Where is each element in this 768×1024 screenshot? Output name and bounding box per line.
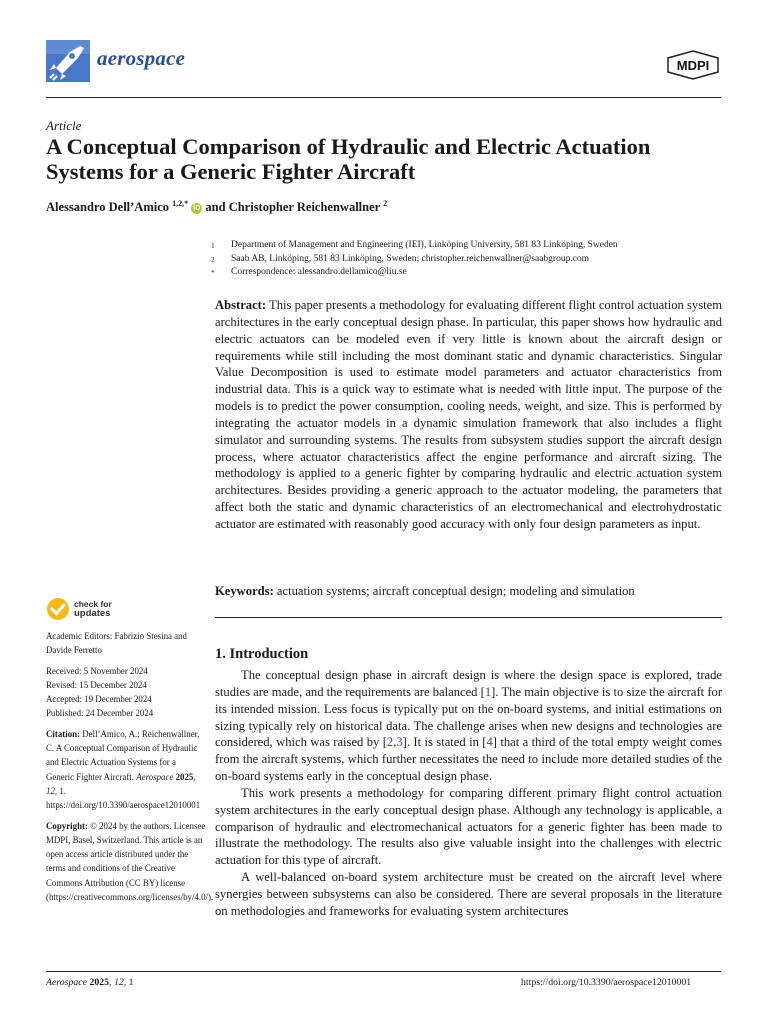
- intro-paragraph-2: This work presents a methodology for comparing different primary flight control actuation system architectures in the early conceptual design phase. Although any technology is applicable, a comparison of hydraulic and electromechanical actuators for a generic fighter has been made to illustrate the methodology. The results also give valuable insight into the challenges with electric actuation for this type of aircraft.: [215, 785, 722, 868]
- keywords: [215, 583, 722, 600]
- orcid-icon[interactable]: iD: [193, 205, 201, 213]
- keywords-label: Keywords:: [215, 584, 274, 598]
- copyright-label: Copyright:: [46, 820, 88, 831]
- author-connector: and: [202, 200, 229, 215]
- footer-citation: Aerospace 2025, 12, 1: [46, 977, 134, 988]
- check-updates-line1: check for: [74, 598, 112, 609]
- citation-link-4[interactable]: 4: [486, 735, 493, 750]
- dates: [46, 664, 206, 721]
- paper-title: A Conceptual Comparison of Hydraulic and Electric Actuation Systems for a Generic Fighter Aircraft: [46, 134, 651, 184]
- mdpi-logo: [666, 50, 720, 80]
- academic-editors: Academic Editors: Fabrizio Stesina and Davide Ferretto: [46, 631, 187, 656]
- received-date: Received: 5 November 2024: [46, 665, 148, 676]
- header-rule: [46, 97, 721, 98]
- citation-link-2[interactable]: 2: [386, 735, 394, 750]
- published-date: Published: 24 December 2024: [46, 708, 154, 719]
- check-for-updates-badge[interactable]: [46, 597, 206, 621]
- citation: Citation: Dell’Amico, A.; Reichenwallner, C. A Conceptual Comparison of Hydraulic and Electric Actuation Systems for a Generic Fighter Aircraft. Aerospace 2025, 12, 1. https://doi.org/10.3390/aerospace12010001: [46, 728, 201, 811]
- affiliation-1: 1 Department of Management and Engineering (IEI), Linköping University, 581 83 Linköping, Sweden: [211, 240, 618, 250]
- check-updates-icon: [46, 597, 70, 621]
- journal-logo-icon: [46, 40, 90, 82]
- affiliation-2: 2 Saab AB, Linköping, 581 83 Linköping, Sweden; christopher.reichenwallner@saabgroup.com: [211, 253, 590, 264]
- abstract-text: This paper presents a methodology for evaluating different flight control actuation system architectures in the early conceptual design phase. In particular, this paper shows how hydraulic and electric actuators can be modeled even if very little is known about the aircraft design or requirements while still including the most dominant static and dynamic characteristics. Singular Value Decomposition is used to estimate model parameters and actuator characteristics from industrial data. This is a quick way to estimate what is needed with little input. The purpose of the models is to predict the power consumption, cooling needs, weight, and size. This is performed by integrating the actuator models in a dynamic simulation framework that also includes a flight simulator and surrounding systems. The results from subsystem studies support the aircraft design process, where actuator characteristics affect the engine performance and aircraft sizing. The methodology is applied to a generic fighter by comparing hydraulic and electric actuation system architectures. Besides providing a generic approach to the actuator modeling, the parameters that affect both the static and dynamic characteristics of an electromechanical and electrohydrostatic actuator are estimated with reasonably good accuracy with only four design parameters as input.: [215, 298, 722, 531]
- article-type: Article: [46, 118, 82, 133]
- check-updates-line2: updates: [74, 608, 111, 619]
- journal-name: aerospace: [97, 46, 186, 70]
- intro-paragraph-3: A well-balanced on-board system architecture must be created on the aircraft level where synergies between subsystems can also be considered. There are several proposals in the literature on methodologies and frameworks for evaluating system architectures: [215, 870, 722, 918]
- section-heading: 1. Introduction: [215, 646, 309, 662]
- keywords-text: actuation systems; aircraft conceptual design; modeling and simulation: [276, 584, 635, 598]
- copyright: Copyright: © 2024 by the authors. Licensee MDPI, Basel, Switzerland. This article is an open access article distributed under the terms and conditions of the Creative Commons Attribution (CC BY) license (https://creativecommons.org/licenses/by/4.0/).: [46, 820, 214, 903]
- revised-date: Revised: 15 December 2024: [46, 679, 147, 690]
- author-line: [46, 199, 387, 215]
- sidebar: [46, 597, 214, 904]
- affiliations: [211, 239, 726, 280]
- correspondence: * Correspondence: alessandro.dellamico@liu.se: [211, 267, 407, 277]
- citation-link-1[interactable]: 1: [484, 684, 492, 699]
- accepted-date: Accepted: 19 December 2024: [46, 694, 152, 705]
- abstract-label: Abstract:: [215, 298, 267, 312]
- footer-doi-link[interactable]: https://doi.org/10.3390/aerospace12010001: [521, 977, 692, 988]
- citation-doi[interactable]: , 1. https://doi.org/10.3390/aerospace12010001: [46, 785, 201, 811]
- abstract: [215, 297, 722, 533]
- footer-rule: [46, 971, 721, 972]
- citation-label: Citation:: [46, 728, 81, 739]
- mdpi-label: MDPI: [676, 58, 710, 73]
- intro-body: [215, 667, 722, 920]
- keywords-rule: [215, 617, 722, 618]
- author-2-affil: 2: [383, 199, 388, 208]
- citation-link-3[interactable]: 3: [396, 735, 403, 750]
- intro-paragraph-1: The conceptual design phase in aircraft design is where the design space is explored, trade studies are made, and the requirements are balanced [1]. The main objective is to size the aircraft for its intended mission. Less focus is typically put on the on-board systems, and initial estimations on sizing typically rely on historical data. The challenge arises when new designs and technologies are considered, which was raised by [2,3]. It is stated in [4] that a third of the total empty weight comes from the aircraft systems, which further necessitates the need to include more detailed studies of the on-board systems early in the conceptual design phase.: [215, 668, 723, 784]
- author-1-affil: 1,2,*: [172, 199, 189, 208]
- author-2: Christopher Reichenwallner: [228, 200, 380, 215]
- author-1: Alessandro Dell’Amico: [46, 200, 170, 215]
